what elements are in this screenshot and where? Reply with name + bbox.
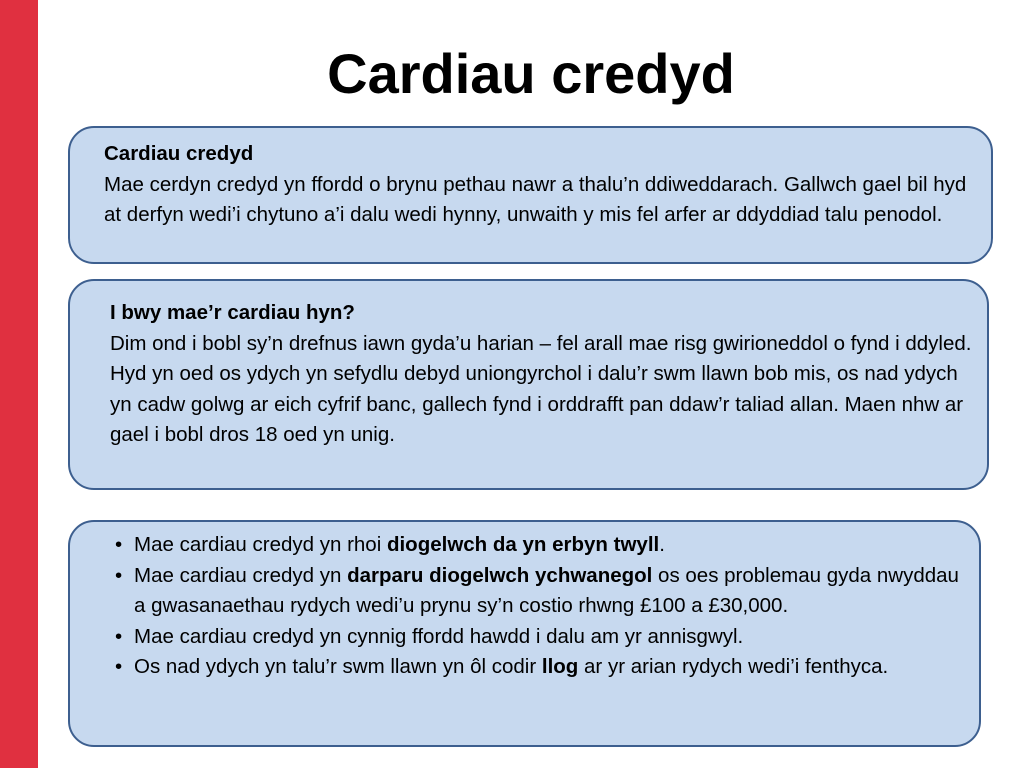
benefits-list: [112, 530, 969, 683]
definition-box: [68, 126, 993, 264]
slide-title: Cardiau credyd: [327, 42, 735, 105]
list-item: • Os nad ydych yn talu’r swm llawn yn ôl codir llog ar yr arian rydych wedi’i fenthyca.: [112, 652, 969, 683]
list-item: • Mae cardiau credyd yn cynnig ffordd hawdd i dalu am yr annisgwyl.: [112, 622, 969, 653]
list-item: • Mae cardiau credyd yn darparu diogelwch ychwanegol os oes problemau gyda nwyddau a gwasanaethau rydych wedi’u prynu sy’n costio rhwng £100 a £30,000.: [112, 561, 969, 622]
list-item: • Mae cardiau credyd yn rhoi diogelwch da yn erbyn twyll.: [112, 530, 969, 561]
who-for-text: Dim ond i bobl sy’n drefnus iawn gyda’u harian – fel arall mae risg gwirioneddol o fynd i ddyled. Hyd yn oed os ydych yn sefydlu debyd uniongyrchol i dalu’r swm llawn bob mis, os nad ydych yn cadw golwg ar eich cyfrif banc, gallech fynd i orddrafft pan ddaw’r taliad allan. Maen nhw ar gael i bobl dros 18 oed yn unig.: [110, 331, 972, 446]
definition-heading: Cardiau credyd: [104, 142, 254, 165]
benefits-box: [68, 520, 981, 747]
who-for-heading: I bwy mae’r cardiau hyn?: [110, 301, 355, 324]
who-for-box: [68, 279, 989, 490]
definition-text: Mae cerdyn credyd yn ffordd o brynu pethau nawr a thalu’n ddiweddarach. Gallwch gael bil hyd at derfyn wedi’i chytuno a’i dalu wedi hynny, unwaith y mis fel arfer ar ddyddiad talu penodol.: [104, 172, 967, 226]
accent-side-bar: [0, 0, 38, 768]
